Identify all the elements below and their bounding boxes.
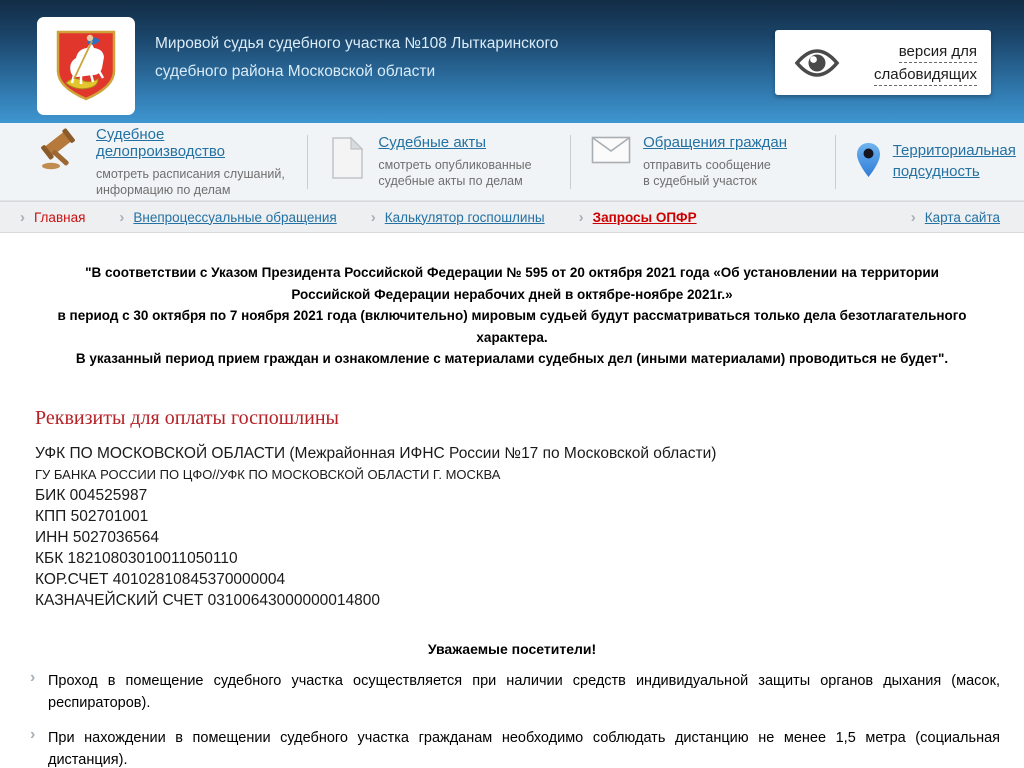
menu-item-fee-calculator <box>371 209 545 226</box>
envelope-icon <box>591 136 631 169</box>
page-title-line2: судебного района Московской области <box>155 63 436 80</box>
official-notice <box>53 262 971 370</box>
accessibility-version-label <box>851 40 977 86</box>
menu-item-sitemap <box>911 209 1000 226</box>
menu-link-fee-calculator[interactable]: Калькулятор госпошлины <box>384 209 545 225</box>
list-item-text: При нахождении в помещении судебного участка гражданам необходимо соблюдать дистанцию не менее 1,5 метра (социальная дистанция). <box>48 729 1000 768</box>
chevron-right-icon <box>24 670 48 714</box>
accessibility-label-line2: слабовидящих <box>874 65 977 86</box>
eye-icon <box>793 46 841 80</box>
chevron-right-icon <box>24 727 48 768</box>
requisite-kpp: КПП 502701001 <box>35 507 149 525</box>
notice-paragraph: В указанный период прием граждан и ознакомление с материалами судебных дел (иными материалами) проводиться не будет". <box>75 351 949 366</box>
menu-item-opfr-requests <box>579 209 697 226</box>
list-item <box>24 727 1000 768</box>
chevron-right-icon <box>579 209 593 226</box>
notice-paragraph: в период с 30 октября по 7 ноября 2021 года (включительно) мировым судьей будут рассматриваться только дела безотлагательного характера. <box>57 308 967 345</box>
subtitle-line: отправить сообщение <box>643 158 771 172</box>
payment-requisites <box>35 443 1000 611</box>
requisite-bik: БИК 004525987 <box>35 486 148 504</box>
page-header <box>0 0 1024 123</box>
list-item <box>24 670 1000 714</box>
requisite-treasury-account: КАЗНАЧЕЙСКИЙ СЧЕТ 03100643000000014800 <box>35 591 381 609</box>
main-content <box>0 262 1024 768</box>
requisite-korschet: КОР.СЧЕТ 40102810845370000004 <box>35 570 286 588</box>
visitors-heading: Уважаемые посетители! <box>427 640 597 657</box>
chevron-right-icon <box>371 209 385 226</box>
logo[interactable] <box>37 17 135 115</box>
gavel-icon <box>38 128 84 179</box>
requisite-org: УФК ПО МОСКОВСКОЙ ОБЛАСТИ (Межрайонная ИФНС России №17 по Московской области) <box>35 444 717 462</box>
menu-link-opfr-requests[interactable]: Запросы ОПФР <box>592 209 697 225</box>
map-pin-icon <box>856 142 881 183</box>
page-title-line1: Мировой судья судебного участка №108 Лыткаринского <box>155 35 559 52</box>
menu-item-home <box>20 209 85 226</box>
nav-item-judicial-acts[interactable] <box>328 134 550 189</box>
requisites-heading: Реквизиты для оплаты госпошлины <box>35 406 339 429</box>
accessibility-label-line1: версия для <box>899 42 977 63</box>
main-navigation <box>0 123 1024 201</box>
subtitle-line: смотреть расписания слушаний, <box>96 166 285 181</box>
menu-link-home[interactable]: Главная <box>34 209 86 225</box>
nav-item-subtitle <box>96 166 287 198</box>
nav-item-territorial-jurisdiction[interactable] <box>856 140 1024 183</box>
nav-item-subtitle <box>378 157 531 189</box>
menu-link-extraprocedural[interactable]: Внепроцессуальные обращения <box>133 209 337 225</box>
breadcrumb-menu <box>0 201 1024 233</box>
nav-item-label[interactable]: Территориальная подсудность <box>892 142 1016 180</box>
requisite-bank: ГУ БАНКА РОССИИ ПО ЦФО//УФК ПО МОСКОВСКОЙ ОБЛАСТИ Г. МОСКВА <box>35 466 501 482</box>
document-icon <box>328 136 366 185</box>
chevron-right-icon <box>119 209 133 226</box>
menu-link-sitemap[interactable]: Карта сайта <box>924 209 1000 225</box>
chevron-right-icon <box>911 209 925 226</box>
nav-item-citizen-appeals[interactable] <box>591 134 815 189</box>
visitor-rules-list <box>24 670 1000 768</box>
nav-divider <box>307 135 308 189</box>
requisite-kbk: КБК 18210803010011050110 <box>35 549 238 567</box>
subtitle-line: судебные акты по делам <box>378 174 523 188</box>
page-title <box>155 30 558 86</box>
nav-item-label[interactable]: Судебные акты <box>378 134 487 151</box>
nav-item-subtitle <box>643 157 787 189</box>
subtitle-line: в судебный участок <box>643 174 757 188</box>
nav-item-label[interactable]: Обращения граждан <box>643 134 788 151</box>
list-item-text: Проход в помещение судебного участка осуществляется при наличии средств индивидуальной защиты органов дыхания (масок, респираторов). <box>48 672 1000 711</box>
accessibility-version-button[interactable] <box>775 30 991 95</box>
menu-item-extraprocedural <box>119 209 336 226</box>
coat-of-arms-icon <box>54 29 118 103</box>
nav-divider <box>570 135 571 189</box>
nav-divider <box>835 135 836 189</box>
nav-item-court-proceedings[interactable] <box>38 126 287 198</box>
notice-paragraph: "В соответствии с Указом Президента Российской Федерации № 595 от 20 октября 2021 года «Об установлении на территории Российской Федерации нерабочих дней в октябре-ноябре 2021г.» <box>85 265 939 302</box>
subtitle-line: смотреть опубликованные <box>378 158 532 172</box>
requisite-inn: ИНН 5027036564 <box>35 528 160 546</box>
chevron-right-icon <box>20 209 34 226</box>
nav-item-label[interactable]: Судебное делопроизводство <box>96 125 226 160</box>
subtitle-line: информацию по делам <box>96 182 231 197</box>
